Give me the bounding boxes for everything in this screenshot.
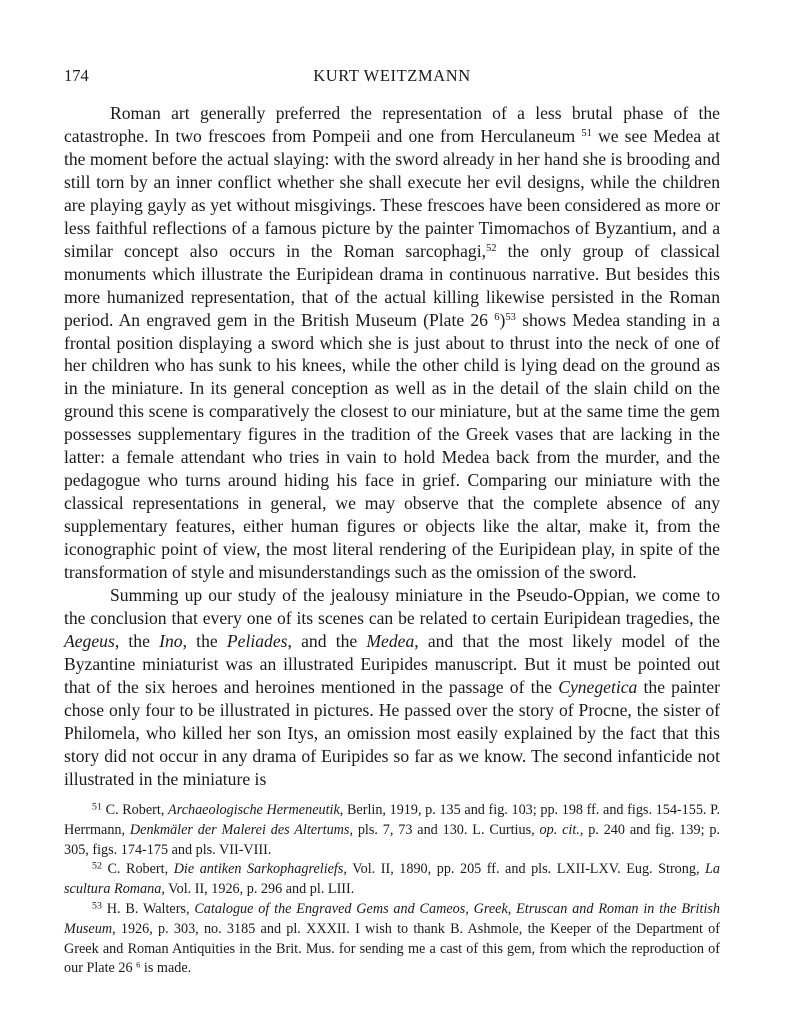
italic-title: Cynegetica — [558, 676, 638, 697]
footnote-ref: 6 — [494, 311, 500, 323]
text-run: the painter chose only four to be illustrated in pictures. He passed over the story of Procne, the sister of Philomela, who killed her son Itys, an omission most easily explained by the fact that this story did not occur in any drama of Euripides so far as we know. The second infanticide not illustrated in the miniature is — [64, 676, 720, 789]
text-run: ) — [499, 309, 506, 330]
footnote-number: 51 — [92, 801, 102, 813]
italic-title: Ino — [159, 630, 183, 651]
text-run: C. Robert, — [101, 861, 174, 878]
text-run: shows Medea standing in a frontal position displaying a sword which she is just about to thrust into the neck of one of her children who has sunk to his knees, while the other child is lying dead on the ground as in the miniature. In its general conception as well as in the detail of the slain child on the ground this scene is comparatively the closest to our miniature, but at the same time the gem possesses supplementary figures in the tradition of the Greek vases that are lacking in the latter: a female attendant who tries in vain to hold Medea back from the murder, and the pedagogue who turns around hiding his face in grief. Comparing our miniature with the classical representations in general, we may observe that the complete absence of any supplementary features, either human figures or objects like the altar, make it, from the iconographic point of view, the most literal rendering of the Euripidean play, in spite of the transformation of style and misunderstandings such as the omission of the sword. — [64, 309, 720, 583]
text-run: , the — [182, 630, 227, 651]
italic-title: Peliades — [226, 630, 288, 651]
text-run: C. Robert, — [101, 802, 169, 818]
text-run: , 1926, p. 303, no. 3185 and pl. XXXII. I wish to thank B. Ashmole, the Keeper of the Department of Greek and Roman Antiquities in the Brit. Mus. for sending me a cast of this gem, from which the reproduction of our Plate 26 — [64, 920, 720, 977]
italic-title: Catalogue of the Engraved Gems and Cameos, Greek, Etruscan and Roman in the British Museum — [64, 900, 720, 937]
footnotes — [64, 801, 720, 979]
text-run: , Vol. II, 1926, p. 296 and pl. LIII. — [161, 881, 355, 898]
text-run: H. B. Walters, — [101, 900, 195, 917]
italic-title: Archaeologische Hermeneutik — [168, 802, 340, 818]
text-run: , pls. 7, 73 and 130. L. Curtius, — [349, 821, 540, 838]
footnote-number: 52 — [92, 860, 102, 872]
text-run: , Vol. II, 1890, pp. 205 ff. and pls. LXII-LXV. Eug. Strong, — [343, 861, 706, 878]
text-run: the only group of classical monuments which illustrate the Euripidean drama in continuous narrative. But besides this more humanized representation, that of the actual killing likewise persisted in the Roman period. An engraved gem in the British Museum (Plate 26 — [64, 240, 720, 330]
footnote-ref: 6 — [136, 959, 141, 970]
text-run: , Berlin, 1919, p. 135 and fig. 103; pp. 198 ff. and figs. 154-155. P. Herrmann, — [64, 802, 720, 838]
footnote — [64, 860, 720, 900]
paragraph — [64, 102, 720, 584]
footnote — [64, 801, 720, 860]
italic-title: Die antiken Sarkophagreliefs — [173, 861, 344, 878]
footnote-number: 53 — [92, 900, 102, 912]
footnote-ref: 52 — [485, 242, 497, 254]
page-header — [64, 66, 720, 90]
text-run: , the — [114, 630, 160, 651]
text-run: , and that the most likely model of the Byzantine miniaturist was an illustrated Euripides manuscript. But it must be pointed out that of the six heroes and heroines mentioned in the passage of the — [64, 630, 720, 697]
italic-title: op. cit. — [539, 821, 580, 838]
text-run: is made. — [140, 960, 192, 977]
italic-title: Medea — [366, 630, 415, 651]
text-run: Roman art generally preferred the representation of a less brutal phase of the catastrophe. In two frescoes from Pompeii and one from Herculaneum — [64, 103, 720, 146]
paragraph — [64, 584, 720, 791]
body-text — [64, 102, 720, 791]
italic-title: Denkmäler der Malerei des Altertums — [129, 821, 350, 838]
footnote-ref: 51 — [581, 128, 592, 140]
text-run: , p. 240 and fig. 139; p. 305, figs. 174-175 and pls. VII-VIII. — [64, 821, 721, 858]
footnote — [64, 900, 720, 979]
text-run: Summing up our study of the jealousy miniature in the Pseudo-Oppian, we come to the conclusion that every one of its scenes can be related to certain Euripidean tragedies, the — [64, 585, 720, 628]
italic-title: La scultura Romana — [64, 861, 721, 898]
page-number: 174 — [64, 66, 89, 85]
italic-title: Aegeus — [64, 630, 115, 651]
text-run: we see Medea at the moment before the actual slaying: with the sword already in her hand she is brooding and still torn by an inner conflict whether she shall execute her evil designs, while the children are playing gayly as yet without misgivings. These frescoes have been considered as more or less faithful reflections of a famous picture by the painter Timomachos of Byzantium, and a similar concept also occurs in the Roman sarcophagi, — [64, 125, 721, 261]
text-run: , and the — [287, 630, 367, 651]
running-head: KURT WEITZMANN — [313, 66, 471, 85]
footnote-ref: 53 — [505, 311, 516, 323]
